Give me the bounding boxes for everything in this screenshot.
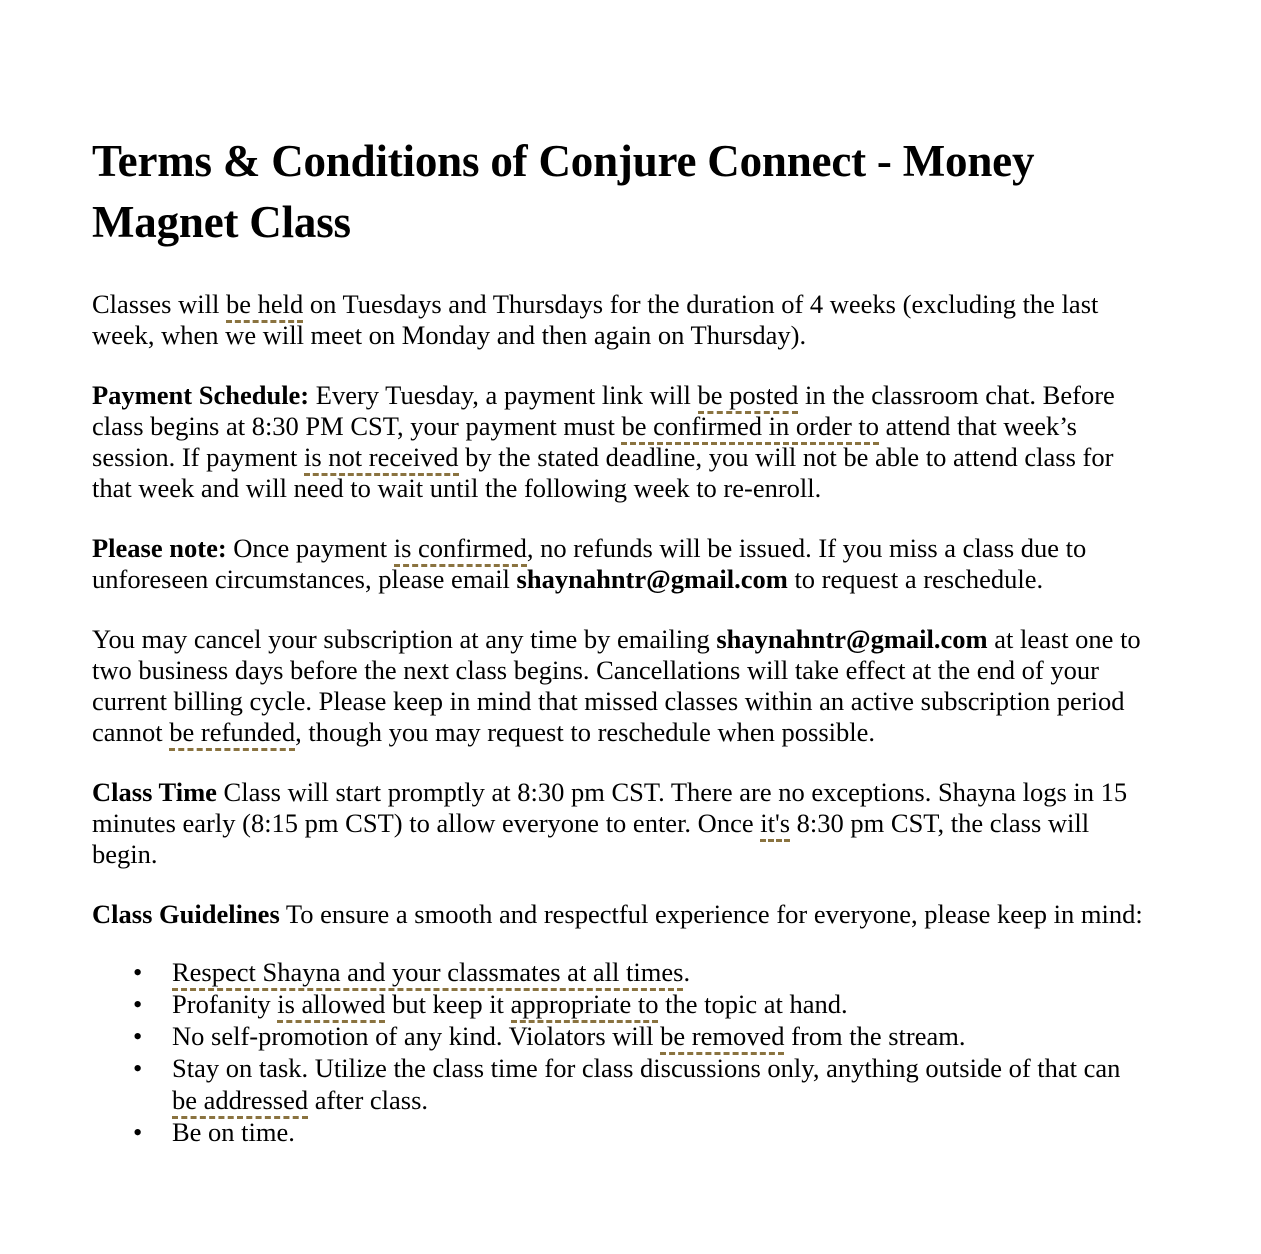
grammar-suggestion-be-posted: be posted (698, 380, 799, 414)
text-run: No self-promotion of any kind. Violators will (172, 1021, 661, 1051)
contact-email: shaynahntr@gmail.com (716, 624, 988, 654)
text-run: Classes will (92, 289, 226, 319)
list-item (92, 1020, 1151, 1052)
list-item (92, 1116, 1151, 1148)
text-run: 8:30 pm CST, the class will begin. (92, 808, 1090, 869)
text-run: . (683, 957, 691, 987)
text-run: after class. (308, 1085, 429, 1115)
grammar-suggestion-be-confirmed-in-order-to: be confirmed in order to (621, 411, 879, 445)
text-run: at least one to two business days before the next class begins. Cancellations will take effect at the end of your current billing cycle. Please keep in mind that missed classes within an active subscription period cannot (92, 624, 1141, 747)
list-item (92, 988, 1151, 1020)
heading-payment-schedule: Payment Schedule: (92, 380, 310, 410)
paragraph-payment-schedule (92, 380, 1147, 504)
grammar-suggestion: appropriate to (511, 989, 659, 1023)
grammar-suggestion-its: it's (760, 808, 790, 842)
heading-class-time: Class Time (92, 777, 217, 807)
grammar-suggestion: Respect Shayna and your classmates at all times (172, 957, 683, 991)
bullet-icon: • (133, 1117, 143, 1147)
bullet-icon: • (133, 1053, 143, 1083)
grammar-suggestion-be-held: be held (226, 289, 303, 323)
list-item (92, 1052, 1151, 1116)
paragraph-please-note (92, 533, 1147, 595)
bullet-icon: • (133, 957, 143, 987)
text-run: Be on time. (172, 1117, 295, 1147)
class-guidelines-list (92, 956, 1151, 1148)
text-run: attend that week’s session. If payment (92, 411, 1077, 472)
text-run: Every Tuesday, a payment link will (309, 380, 698, 410)
paragraph-cancellation-policy (92, 624, 1147, 748)
list-item (92, 956, 1151, 988)
grammar-suggestion: is allowed (277, 989, 385, 1023)
text-run: Once payment (226, 533, 394, 563)
text-run: Profanity (172, 989, 278, 1019)
grammar-suggestion-is-not-received: is not received (304, 442, 459, 476)
text-run: on Tuesdays and Thursdays for the duration of 4 weeks (excluding the last week, when we will meet on Monday and then again on Thursday). (92, 289, 1099, 350)
heading-class-guidelines: Class Guidelines (92, 899, 280, 929)
text-run: To ensure a smooth and respectful experience for everyone, please keep in mind: (279, 899, 1143, 929)
paragraph-schedule-overview (92, 289, 1147, 351)
text-run: by the stated deadline, you will not be able to attend class for that week and will need to wait until the following week to re-enroll. (92, 442, 1114, 503)
text-run: but keep it (385, 989, 511, 1019)
text-run: the topic at hand. (658, 989, 848, 1019)
text-run: Stay on task. Utilize the class time for class discussions only, anything outside of that can (172, 1053, 1121, 1083)
heading-please-note: Please note: (92, 533, 227, 563)
bullet-icon: • (133, 989, 143, 1019)
bullet-icon: • (133, 1021, 143, 1051)
paragraph-class-time (92, 777, 1147, 870)
grammar-suggestion-be-refunded: be refunded (169, 717, 295, 751)
text-run: , though you may request to reschedule when possible. (295, 717, 876, 747)
text-run: Class will start promptly at 8:30 pm CST. There are no exceptions. Shayna logs in 15 minutes early (8:15 pm CST) to allow everyone to enter. Once (92, 777, 1128, 838)
paragraph-class-guidelines-intro (92, 899, 1147, 930)
text-run: in the classroom chat. Before class begins at 8:30 PM CST, your payment must (92, 380, 1115, 441)
grammar-suggestion: be addressed (172, 1085, 308, 1119)
text-run: , no refunds will be issued. If you miss a class due to unforeseen circumstances, please email (92, 533, 1087, 594)
text-run: from the stream. (784, 1021, 966, 1051)
grammar-suggestion: be removed (660, 1021, 784, 1055)
text-run: You may cancel your subscription at any time by emailing (92, 624, 717, 654)
grammar-suggestion-is-confirmed: is confirmed (394, 533, 527, 567)
page-title: Terms & Conditions of Conjure Connect - Money Magnet Class (92, 136, 1035, 247)
contact-email: shaynahntr@gmail.com (516, 564, 788, 594)
text-run: to request a reschedule. (787, 564, 1044, 594)
